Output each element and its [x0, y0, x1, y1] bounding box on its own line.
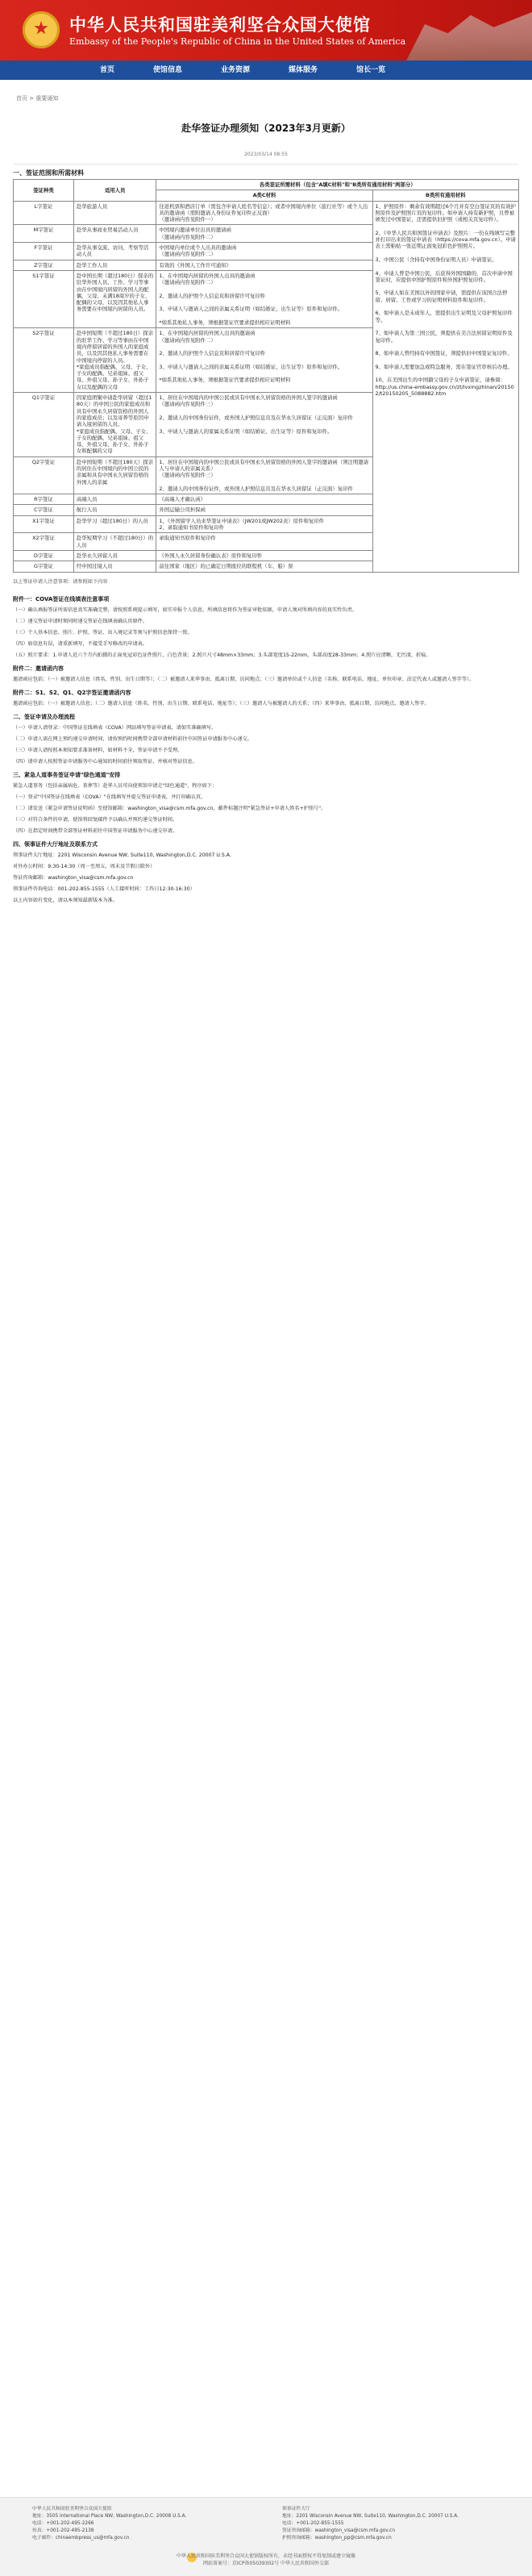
- a-materials-cell: 《高端人才确认函》: [156, 494, 372, 505]
- nav-item-embassy-info[interactable]: 使馆信息: [153, 66, 183, 74]
- body-paragraph: （一）确认填报签证所需信息真实准确完整，请按照系统提示填写，如实申报个人信息，所填信息将作为签证审批依据，申请人须对所填内容的真实性负责。: [13, 607, 357, 613]
- a-materials-cell: 录取通知书原件和复印件: [156, 533, 372, 551]
- body-paragraph: （一）登录"中国签证在线填表（COVA）"在线填写并提交签证申请表，并打印确认页。: [13, 794, 206, 800]
- visa-type-cell: F字签证: [14, 243, 74, 261]
- applicant-cell: 赴中国短期（不超过180日）探亲的驻华工作、学习等事由在中国境内停留居留的外国人的家庭成员，以及因其他私人事务需要在中国境内停留的人员。 *家庭成员指配偶、父母、子女、子女的配偶、兄弟姐妹、祖父母、外祖父母、孙子女、外孙子女以及配偶的父母: [73, 328, 156, 393]
- visa-type-cell: G字签证: [14, 561, 74, 572]
- page-title: 赴华签证办理须知（2023年3月更新）: [181, 123, 351, 134]
- applicant-cell: 赴华工作人员: [73, 260, 156, 270]
- applicant-cell: 赴华学习（超过180日）的人员: [73, 515, 156, 533]
- body-paragraph: （三）个人基本信息、照片、护照、签证、出入境记录等须与护照信息保持一致。: [13, 630, 193, 636]
- footer-col1: 中华人民共和国驻美利坚合众国大使馆 地址：3505 International Place NW, Washington,D.C. 20008 U.S.A. 电话：+001-202-495-2266 传真：+001-202-495-2138 电子邮件：chinaembpress_us@mfa.gov.cn: [32, 2507, 187, 2541]
- national-emblem-icon: [23, 11, 60, 48]
- header-applicant: 适用人员: [73, 180, 156, 202]
- body-paragraph: 对外办公时间：9:30-14:30（周一至周五，周末及节假日除外）: [13, 864, 156, 869]
- a-materials-cell: 1、《外国留学人员来华签证申请表》（JW201或JW202表）原件和复印件 2、录取通知书原件和复印件: [156, 515, 372, 533]
- header-materials: 各类签证所需材料（包含"A填C材料"和"B类所有通用材料"两部分）: [156, 180, 519, 190]
- a-materials-cell: 《外国人永久居留身份确认表》原件和复印件: [156, 550, 372, 561]
- visa-type-cell: Z字签证: [14, 260, 74, 270]
- a-materials-cell: 前往国家（地区）的已确定日期座位的联程机（车、船）票: [156, 561, 372, 572]
- applicant-cell: 高端人员: [73, 494, 156, 505]
- applicant-cell: 航行人员: [73, 505, 156, 515]
- applicant-cell: 因家庭团聚申请赴华居留（超过180天）的中国公民的家庭成员和具有中国永久居留资格的外国人的家庭成员；以及寄养等原因申请入境居留的人员。 *家庭成员指配偶、父母、子女、子女的配偶、兄弟姐妹、祖父母、外祖父母、孙子女、外孙子女和配偶的父母: [73, 393, 156, 457]
- breadcrumb[interactable]: 首页 > 重要通知: [16, 95, 59, 102]
- body-paragraph: 以上内容如有变化，请以本须知最新版本为准。: [13, 898, 118, 903]
- visa-type-cell: X1字签证: [14, 515, 74, 533]
- applicant-cell: 赴华短期学习（不超过180日）的人员: [73, 533, 156, 551]
- footer-col2: 领事证件大厅 地址：2201 Wisconsin Avenue NW, Suite110, Washington,D.C. 20007 U.S.A. 电话：+001-202-855-1555 签证咨询邮箱：washington_visa@csm.mfa.gov.cn 护照咨询邮箱：washington_pp@csm.mfa.gov.cn: [282, 2507, 459, 2541]
- visa-type-cell: L字签证: [14, 201, 74, 225]
- site-title-en: Embassy of the People's Republic of China in the United States of America: [69, 36, 406, 47]
- nav-item-services[interactable]: 业务资源: [221, 66, 251, 74]
- title-divider: [13, 164, 519, 165]
- body-paragraph: （二）请发送《紧急申请签证说明函》至使馆邮箱：washington_visa@csm.mfa.gov.cn，邮件标题注明"紧急签证+申请人姓名+护照号"。: [13, 806, 326, 811]
- site-header: [0, 0, 532, 60]
- applicant-cell: 赴华从事商业贸易活动人员: [73, 225, 156, 243]
- copyright-text: 中华人民共和国驻美利坚合众国大使馆版权所有，未经书面授权不得复制或建立镜像 网站备案号：京ICP备05039302号 中华人民共和国外交部: [176, 2553, 355, 2566]
- visa-type-cell: R字签证: [14, 494, 74, 505]
- body-paragraph: （四）在指定时间携带全部签证材料前往中国签证申请服务中心递交申请。: [13, 828, 178, 834]
- visa-type-cell: D字签证: [14, 550, 74, 561]
- header-visa-type: 签证种类: [14, 180, 74, 202]
- body-paragraph: （三）对符合条件的申请，使馆将回复邮件予以确认并预约递交签证时间。: [13, 817, 178, 823]
- footer-consular-contact: [282, 2506, 516, 2542]
- section-heading: 三、紧急人道事务签证申请"绿色通道"安排: [13, 772, 121, 778]
- applicant-cell: 赴中国长期（超过180日）探亲的驻华外国人员、工作、学习等事由在中国境内居留的外国人的配偶、父母、未满18周岁的子女、配偶的父母，以及因其他私人事务需要在中国境内居留的人员。: [73, 270, 156, 327]
- header-a-materials: A类C材料: [156, 190, 372, 201]
- applicant-cell: 经中国过境人员: [73, 561, 156, 572]
- body-paragraph: 领事证件咨询电话：001-202-855-1555（人工接听时间：工作日12:30-16:30）: [13, 886, 195, 892]
- section-heading: 二、签证申请及办理流程: [13, 714, 75, 720]
- visa-type-cell: S1字签证: [14, 270, 74, 327]
- visa-requirements-table: [13, 179, 519, 573]
- body-paragraph: （二）申请人需在网上预约递交申请时间，请按预约时间携带全部申请材料前往中国签证申请服务中心递交。: [13, 736, 252, 742]
- site-title-cn[interactable]: 中华人民共和国驻美利坚合众国大使馆: [69, 15, 371, 35]
- body-paragraph: 领事证件大厅地址：2201 Wisconsin Avenue NW, Suite110, Washington,D.C. 20007 U.S.A.: [13, 852, 231, 858]
- section-heading: 附件一：COVA签证在线填表注意事项: [13, 596, 110, 602]
- applicant-cell: 赴华旅游人员: [73, 201, 156, 225]
- section-heading: 四、领事证件大厅地址及联系方式: [13, 841, 98, 848]
- footer-embassy-contact: [32, 2506, 242, 2542]
- visa-type-cell: S2字签证: [14, 328, 74, 393]
- body-paragraph: （二）递交签证申请时须同时递交签证在线填表确认页原件。: [13, 619, 148, 624]
- visa-type-cell: X2字签证: [14, 533, 74, 551]
- publish-date: 2023/03/14 08:55: [244, 152, 288, 157]
- section-heading: 一、签证范围和所需材料: [13, 169, 84, 177]
- notice-body: [13, 590, 519, 908]
- table-note: 以上签证申请人注意事项：请参照如下内容: [13, 579, 108, 585]
- a-materials-cell: 1、居住在中国境内的中国公民或具有中国永久居留资格的外国人签字的邀请函（须注明邀请人与申请人的亲属关系） （邀请函内容见附件三） 2、邀请人的中国身份证件，或外国人护照信息页及在华永久居留证（正反面）复印件: [156, 456, 372, 494]
- visa-type-cell: Q2字签证: [14, 456, 74, 494]
- a-materials-cell: 1、居住在中国境内的中国公民或具有中国永久居留资格的外国人签字的邀请函 （邀请函内容见附件三） 2、邀请人的中国身份证件，或外国人护照信息页及在华永久居留证（正反面）复印件 3、申请人与邀请人的家属关系证明（如结婚证、出生证等）原件和复印件。: [156, 393, 372, 457]
- visa-type-cell: C字签证: [14, 505, 74, 515]
- body-paragraph: （四）如信息有误，请重新填写，不接受手写修改的申请表。: [13, 641, 148, 647]
- body-paragraph: 紧急人道事务（包括亲属病危、丧葬等）赴华人员可向使领馆申请走"绿色通道"，程序如下：: [13, 783, 218, 789]
- nav-item-media[interactable]: 媒体服务: [289, 66, 318, 74]
- site-footer: [0, 2497, 532, 2576]
- visa-type-cell: Q1字签证: [14, 393, 74, 457]
- footer-copyright: [0, 2553, 532, 2567]
- a-materials-cell: 往返机票和酒店订单（需包含申请人姓名等信息）；或者中国境内单位（旅行社等）或个人出具的邀请函（需附邀请人身份证件复印件正反面） （邀请函内容见附件一）: [156, 201, 372, 225]
- body-paragraph: （四）请申请人按照签证申请服务中心通知的时间前往领取签证，并核对签证信息。: [13, 759, 197, 765]
- main-nav: [0, 60, 532, 80]
- body-paragraph: （三）申请人请按照本须知要求准备材料，如材料不全，签证申请不予受理。: [13, 748, 183, 753]
- section-heading: 附件二：S1、S2、Q1、Q2字签证邀请函内容: [13, 690, 131, 696]
- nav-item-ambassador[interactable]: 馆长一览: [356, 66, 386, 74]
- b-materials-cell: 1、护照原件：剩余有效期超过6个月并有空白签证页的有效护照原件及护照照片页的复印件。如申请人持有新护照，且曾被颁发过中国签证，还需提供旧护照（或相关页复印件）。 2、《中华人民共和国签证申请表》及照片：一份在线填写完整并打印出来的签证申请表（https://cova.mfa.gov.cn）。申请表上需粘贴一张近期正面免冠彩色护照照片。 3、中国公民（含持有中国身份证明人员）申请签证。 4、申请人曾是中国公民，后获得外国国籍的，首次申请中国签证时，应提供中国护照原件和外国护照复印件。 5、申请人如在美国以外的国家申请，需提供在该国合法停留、居留、工作或学习的证明材料原件和复印件。 6、如申请人是未成年人，需提供出生证明及父母护照复印件等。 7、如申请人为第三国公民，须提供在美合法居留证明原件及复印件。 8、如申请人曾经持有中国签证，须提供旧中国签证复印件。 9、如申请人需要加急或特急服务，需在签证官审核后办理。 10、在美国出生的中国籍父母的子女申请签证，请参阅： http://us.china-embassy.gov.cn/zt/lvxingzhinan/201502/t20150205_5088882.htm: [372, 201, 518, 572]
- section-heading: 附件二：邀请函内容: [13, 665, 64, 672]
- visa-type-cell: M字签证: [14, 225, 74, 243]
- body-paragraph: 邀请函应包括：（一）被邀请人信息；（二）邀请人信息（姓名、性别、出生日期、联系电话、地址等）；（三）邀请人与被邀请人的关系；（四）来华事由、抵离日期、访问地点、邀请人签字。: [13, 701, 430, 707]
- a-materials-cell: 1、在中国境内居留的外国人出具的邀请函 （邀请函内容见附件二） 2、邀请人的护照个人信息页和居留许可复印件 3、申请人与邀请人之间的亲属关系证明（如结婚证、出生证等）原件和复印件。 *如系其他私人事务，须根据签证官要求提供相应证明材料: [156, 328, 372, 393]
- table-row: [14, 201, 519, 225]
- body-paragraph: （五）照片要求：1.申请人近六个月内拍摄的正面免冠彩色证件照片，白色背景；2.照片尺寸48mm×33mm；3.头部宽度15-22mm，头部高度28-33mm；4.照片应清晰，无污渍、折痕。: [13, 652, 431, 658]
- header-b-materials: B类所有通用材料: [372, 190, 518, 201]
- great-wall-banner: [379, 0, 532, 60]
- body-paragraph: 签证咨询邮箱：washington_visa@csm.mfa.gov.cn: [13, 875, 134, 881]
- body-paragraph: （一）申请人请登录：中国签证在线填表（COVA）网站填写签证申请表，请如实准确填写。: [13, 725, 217, 731]
- a-materials-cell: 1、在中国境内居留的外国人出具的邀请函 （邀请函内容见附件二） 2、邀请人的护照个人信息页和居留许可复印件 3、申请人与邀请人之间的亲属关系证明（如结婚证、出生证等）原件和复印件。 *如系其他私人事务，须根据签证官要求提供相应证明材料: [156, 270, 372, 327]
- a-materials-cell: 有效的《外国人工作许可通知》: [156, 260, 372, 270]
- a-materials-cell: 中国境内单位或个人出具的邀请函 （邀请函内容见附件二）: [156, 243, 372, 261]
- a-materials-cell: 中国境内邀请单位出具的邀请函 （邀请函内容见附件二）: [156, 225, 372, 243]
- nav-item-home[interactable]: 首页: [100, 66, 115, 74]
- applicant-cell: 赴华永久居留人员: [73, 550, 156, 561]
- applicant-cell: 赴华从事交流、访问、考察等活动人员: [73, 243, 156, 261]
- a-materials-cell: 外国运输公司担保函: [156, 505, 372, 515]
- applicant-cell: 赴中国短期（不超过180天）探亲的居住在中国境内的中国公民的亲属和具有中国永久居留资格的外国人的亲属: [73, 456, 156, 494]
- body-paragraph: 邀请函应包括：（一）被邀请人信息（姓名、性别、出生日期等）；（二）被邀请人来华事由、抵离日期、访问地点；（三）邀请单位或个人信息（名称、联系电话、地址、单位印章、法定代表人或邀请人签字等）。: [13, 677, 475, 682]
